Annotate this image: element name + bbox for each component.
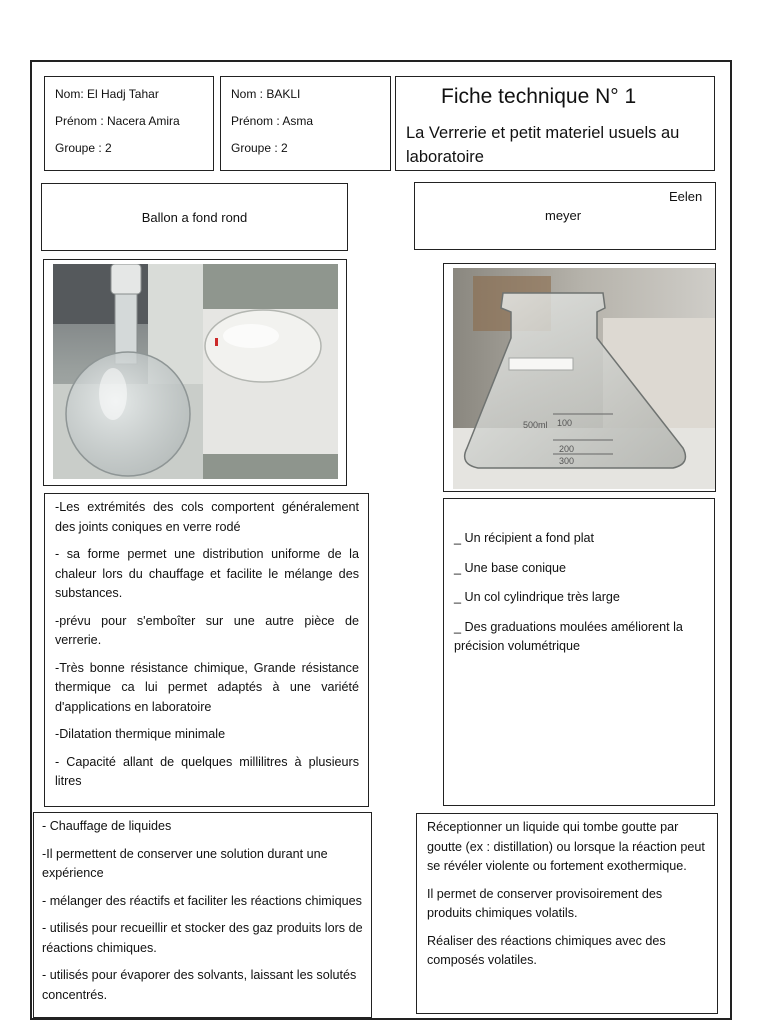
- right-name-line1: Eelen: [669, 189, 703, 204]
- left-property-5: -Dilatation thermique minimale: [55, 727, 226, 741]
- left-use-5: - utilisés pour évaporer des solvants, laissant les solutés concentrés.: [42, 968, 357, 1002]
- student-1-prenom: Prénom : Nacera Amira: [55, 114, 180, 128]
- page-subtitle: La Verrerie et petit materiel usuels au laboratoire: [406, 124, 680, 166]
- left-use-3: - mélanger des réactifs et faciliter les réactions chimiques: [42, 893, 362, 908]
- student-2-nom: Nom : BAKLI: [231, 87, 301, 101]
- left-property-2: - sa forme permet une distribution uniforme de la chaleur lors du chauffage et facilite le mélange des substances.: [55, 547, 359, 600]
- left-glassware-name: Ballon a fond rond: [141, 209, 248, 225]
- student-1-box: [44, 76, 214, 171]
- student-1-nom: Nom: El Hadj Tahar: [55, 87, 159, 101]
- left-property-1: -Les extrémités des cols comportent généralement des joints coniques en verre rodé: [55, 500, 359, 534]
- right-use-1: Réceptionner un liquide qui tombe goutte par goutte (ex : distillation) ou lorsque la réaction peut se révéler violente ou fortement exothermique.: [427, 820, 705, 873]
- left-name-box: [41, 183, 348, 251]
- left-property-6: - Capacité allant de quelques millilitres à plusieurs litres: [55, 754, 359, 788]
- flask-mark-100: 100: [557, 418, 573, 428]
- right-property-4: _ Des graduations moulées améliorent la précision volumétrique: [454, 619, 683, 653]
- round-bottom-flask-icon: [53, 264, 203, 479]
- erlenmeyer-flask-icon: [453, 268, 715, 489]
- left-use-2: -Il permettent de conserver une solution durant une expérience: [42, 846, 328, 880]
- right-image-box: [443, 263, 716, 492]
- student-1-groupe: Groupe : 2: [55, 141, 112, 155]
- right-use-2: Il permet de conserver provisoirement des produits chimiques volatils.: [427, 886, 663, 920]
- watch-glass-icon: [203, 264, 338, 479]
- right-name-line2: meyer: [545, 208, 582, 223]
- left-property-4: -Très bonne résistance chimique, Grande résistance thermique ca lui permet adaptés à une variété d'applications en laboratoire: [55, 660, 359, 714]
- right-properties-box: [443, 498, 715, 806]
- right-use-3: Réaliser des réactions chimiques avec des composés volatiles.: [427, 933, 666, 967]
- erlenmeyer-photo: [453, 268, 715, 489]
- left-property-3: -prévu pour s'emboîter sur une autre pièce de verrerie.: [55, 613, 359, 647]
- right-uses-box: [416, 813, 718, 1014]
- watch-glass-photo: [203, 264, 338, 479]
- flask-mark-300: 300: [559, 456, 575, 466]
- student-2-groupe: Groupe : 2: [231, 141, 288, 155]
- right-property-1: _ Un récipient a fond plat: [454, 531, 595, 545]
- left-use-4: - utilisés pour recueillir et stocker des gaz produits lors de réactions chimiques.: [42, 921, 363, 955]
- right-property-2: _ Une base conique: [454, 560, 567, 575]
- left-image-box: [43, 259, 347, 486]
- left-uses-box: [33, 812, 372, 1018]
- left-use-1: - Chauffage de liquides: [42, 819, 172, 833]
- flask-mark-200: 200: [559, 444, 575, 454]
- student-2-box: [220, 76, 391, 171]
- student-2-prenom: Prénom : Asma: [231, 114, 314, 128]
- right-name-box: [414, 182, 716, 250]
- flask-mark-volume: 500ml: [523, 420, 548, 430]
- title-box: [395, 76, 715, 171]
- page-title: Fiche technique N° 1: [441, 85, 637, 108]
- round-flask-photo: [53, 264, 203, 479]
- right-property-3: _ Un col cylindrique très large: [454, 590, 620, 604]
- left-properties-box: [44, 493, 369, 807]
